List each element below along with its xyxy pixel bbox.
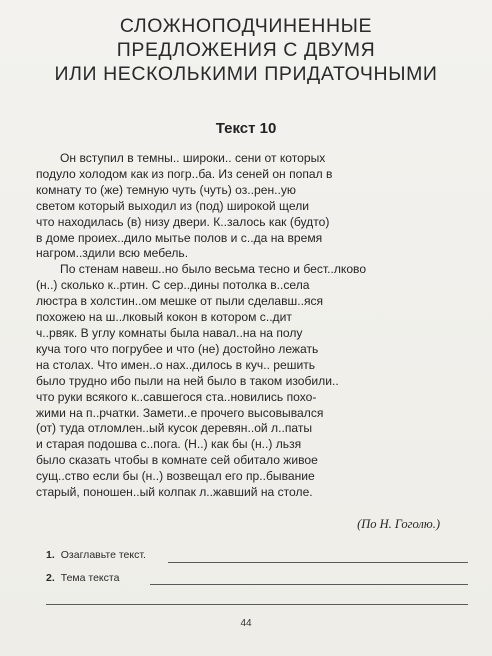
task-2-number: 2. bbox=[46, 572, 55, 584]
author-attribution: (По Н. Гоголю.) bbox=[357, 517, 440, 531]
text-line: жими на п..рчатки. Замети..е прочего высовывался bbox=[36, 405, 324, 420]
text-line: куча того что погрубее и что (не) достойно лежать bbox=[36, 341, 319, 356]
text-title: Текст 10 bbox=[215, 120, 277, 137]
text-line: По стенам навеш..но было весьма тесно и бест..лково bbox=[60, 262, 367, 277]
task-2-answer-line[interactable] bbox=[150, 584, 468, 585]
text-line: старый, поношен..ый колпак л..жавший на столе. bbox=[36, 485, 313, 500]
text-line: ч..рвяк. В углу комнаты была навал..на на полу bbox=[36, 325, 303, 340]
task-1-number: 1. bbox=[46, 549, 55, 561]
text-line: (от) туда отломлен..ый кусок деревян..ой л..паты bbox=[36, 421, 313, 436]
task-2 bbox=[46, 572, 119, 584]
text-line: в доме проиех..дило мытье полов и с..да на время bbox=[36, 230, 323, 245]
text-line: (н..) сколько к..ртин. С сер..дины потолка в..села bbox=[36, 278, 310, 293]
text-line: что находилась (в) низу двери. К..залось как (будто) bbox=[36, 214, 330, 229]
page-number: 44 bbox=[240, 618, 252, 629]
task-2-label: Тема текста bbox=[60, 572, 120, 584]
heading-line-2: ПРЕДЛОЖЕНИЯ С ДВУМЯ bbox=[116, 39, 376, 61]
text-line: подуло холодом как из погр..ба. Из сеней он попал в bbox=[36, 166, 333, 181]
section-heading bbox=[0, 14, 492, 86]
task-1-answer-line[interactable] bbox=[168, 562, 468, 563]
heading-line-3: ИЛИ НЕСКОЛЬКИМИ ПРИДАТОЧНЫМИ bbox=[54, 63, 438, 85]
text-line: было сказать чтобы в комнате сей обитало живое bbox=[36, 453, 318, 468]
task-1-label: Озаглавьте текст. bbox=[60, 549, 146, 561]
text-line: что руки всякого к..савшегося ста..новились похо- bbox=[36, 389, 317, 404]
text-line: похожею на ш..лковый кокон в котором с..дит bbox=[36, 310, 292, 325]
text-line: светом который выходил из (под) широкой щели bbox=[36, 198, 309, 213]
text-line: нагром..здили всю мебель. bbox=[36, 246, 189, 261]
text-line: люстра в холстин..ом мешке от пыли сделавш..яся bbox=[36, 294, 324, 309]
text-line: Он вступил в темны.. широки.. сени от которых bbox=[60, 151, 326, 165]
text-line: и старая подошва с..пога. (Н..) как бы (н..) льзя bbox=[36, 437, 302, 452]
text-line: сущ..ство если бы (н..) возвещал его пр..бывание bbox=[36, 469, 315, 484]
text-line: было трудно ибо пыли на ней было в таком изобили.. bbox=[36, 373, 339, 388]
heading-line-1: СЛОЖНОПОДЧИНЕННЫЕ bbox=[119, 15, 373, 37]
task-2-answer-line-2[interactable] bbox=[46, 604, 468, 605]
text-line: комнату то (же) темную чуть (чуть) оз..рен..ую bbox=[36, 182, 296, 197]
task-1 bbox=[46, 549, 146, 561]
text-line: на столах. Что имен..о нах..дилось в куч.. решить bbox=[36, 357, 316, 372]
exercise-text bbox=[36, 151, 472, 501]
